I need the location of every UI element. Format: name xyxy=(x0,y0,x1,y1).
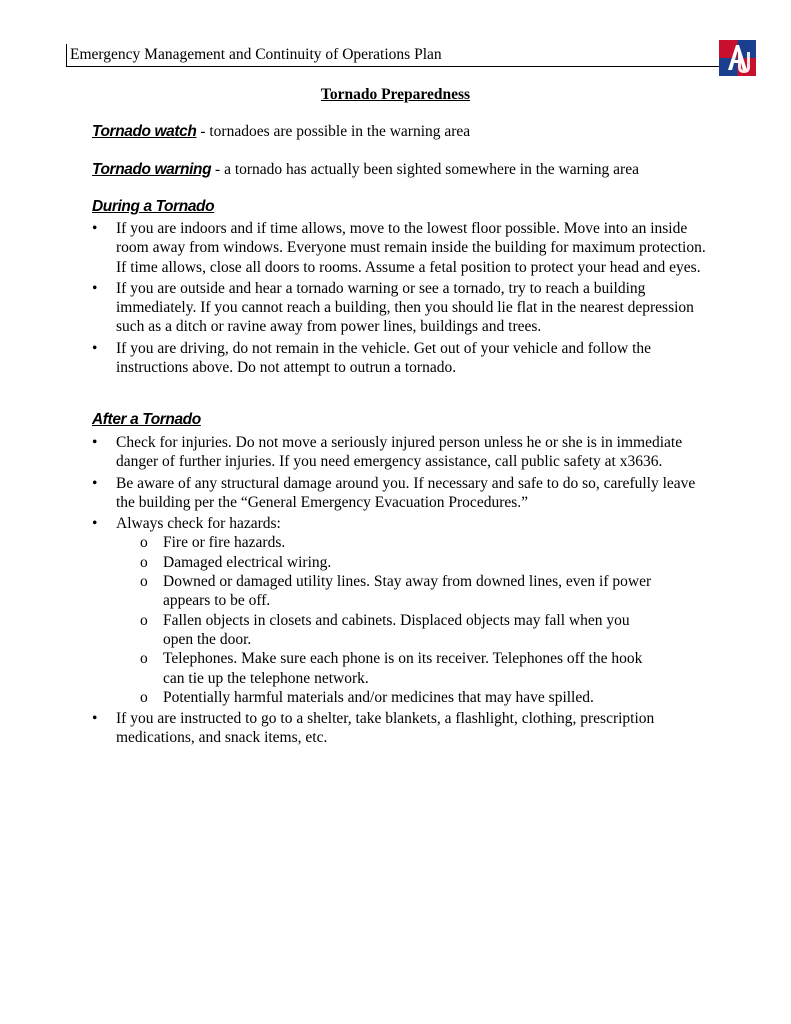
term-label: Tornado watch xyxy=(92,123,197,140)
sublist-item: o Telephones. Make sure each phone is on its receiver. Telephones off the hook can tie up the telephone network. xyxy=(140,649,656,688)
after-tornado-heading: After a Tornado xyxy=(92,411,201,428)
sublist-item: o Damaged electrical wiring. xyxy=(140,553,656,572)
list-item: • If you are outside and hear a tornado warning or see a tornado, try to reach a building immediately. If you cannot reach a building, then you should lie flat in the nearest depression such as a ditch or ravine away from power lines, buildings and trees. xyxy=(92,279,712,337)
sublist-item: o Potentially harmful materials and/or medicines that may have spilled. xyxy=(140,688,656,707)
sublist-item: o Fallen objects in closets and cabinets. Displaced objects may fall when you open the door. xyxy=(140,611,656,650)
list-item: • If you are instructed to go to a shelter, take blankets, a flashlight, clothing, prescription medications, and snack items, etc. xyxy=(92,709,712,748)
list-item: • If you are indoors and if time allows, move to the lowest floor possible. Move into an inside room away from windows. Everyone must remain inside the building for maximum protection. If time allows, close all doors to rooms. Assume a fetal position to protect your head and eyes. xyxy=(92,219,712,277)
definition-tornado-watch xyxy=(92,123,470,141)
after-tornado-list xyxy=(92,433,712,748)
hazards-intro: Always check for hazards: xyxy=(116,515,281,533)
sublist-item: o Downed or damaged utility lines. Stay away from downed lines, even if power appears to be off. xyxy=(140,572,656,611)
definition-tornado-warning xyxy=(92,161,639,179)
page-title: Tornado Preparedness xyxy=(320,86,471,103)
term-definition: - a tornado has actually been sighted somewhere in the warning area xyxy=(211,161,639,178)
american-university-logo xyxy=(719,40,756,76)
list-item: • Check for injuries. Do not move a seriously injured person unless he or she is in immediate danger of further injuries. If you need emergency assistance, call public safety at x3636. xyxy=(92,433,712,472)
document-header xyxy=(66,44,753,67)
header-title: Emergency Management and Continuity of Operations Plan xyxy=(70,46,442,63)
during-tornado-heading: During a Tornado xyxy=(92,198,215,215)
during-tornado-list xyxy=(92,219,712,377)
list-item xyxy=(92,514,712,707)
term-definition: - tornadoes are possible in the warning area xyxy=(196,123,471,140)
hazards-sublist xyxy=(116,533,656,707)
list-item: • If you are driving, do not remain in the vehicle. Get out of your vehicle and follow the instructions above. Do not attempt to outrun a tornado. xyxy=(92,339,712,378)
term-label: Tornado warning xyxy=(92,161,212,178)
list-item: • Be aware of any structural damage around you. If necessary and safe to do so, carefully leave the building per the “General Emergency Evacuation Procedures.” xyxy=(92,474,712,513)
sublist-item: o Fire or fire hazards. xyxy=(140,533,656,552)
